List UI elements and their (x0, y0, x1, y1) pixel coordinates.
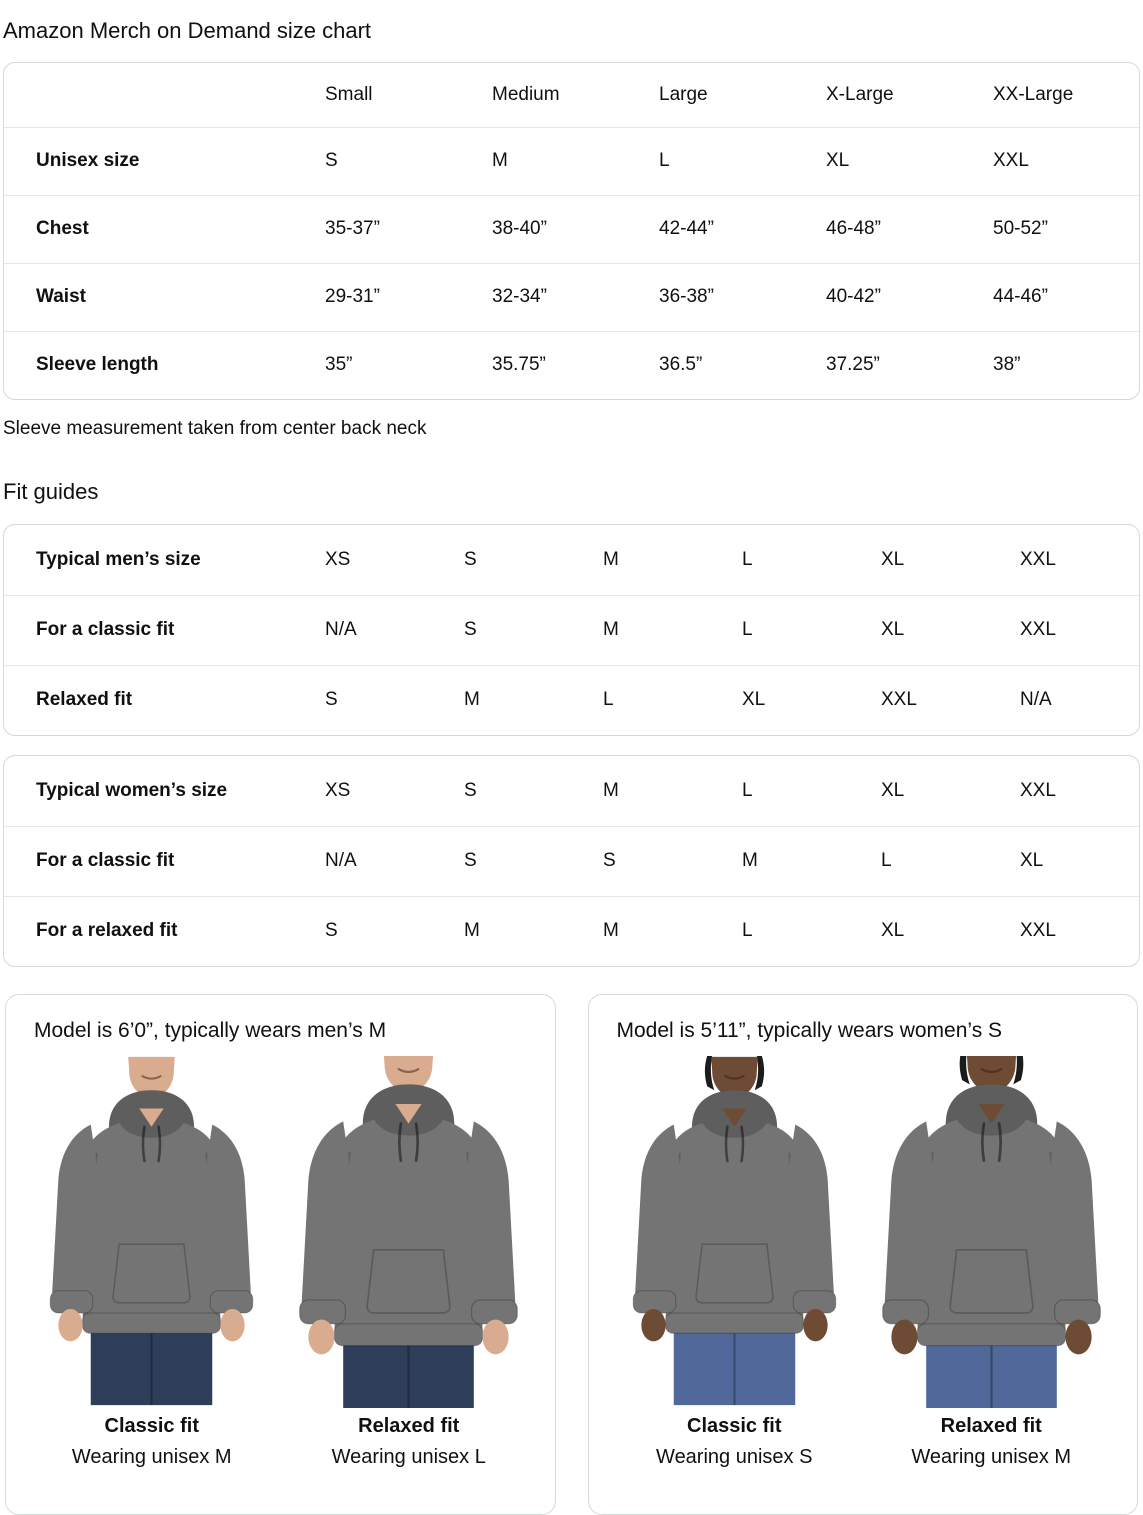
size-chart-table (3, 62, 1140, 400)
column-header-large: Large (659, 83, 708, 105)
table-cell: N/A (325, 619, 357, 641)
table-cell: XL (742, 689, 766, 711)
fit-label: Classic fit (687, 1414, 782, 1437)
male-relaxed-figure (287, 1056, 530, 1469)
wearing-label: Wearing unisex L (331, 1445, 486, 1468)
table-cell: M (492, 150, 508, 172)
table-cell: 50-52” (993, 218, 1048, 240)
mens-fit-table (3, 524, 1140, 736)
wearing-label: Wearing unisex S (656, 1445, 813, 1468)
table-row-unisex-size (4, 127, 1139, 195)
table-cell: S (603, 850, 616, 872)
table-cell: 42-44” (659, 218, 714, 240)
column-header-small: Small (325, 83, 373, 105)
table-cell: L (659, 150, 670, 172)
sleeve-note: Sleeve measurement taken from center back neck (3, 417, 427, 439)
table-row-womens-relaxed-fit (4, 896, 1139, 966)
table-cell: S (464, 779, 477, 801)
table-cell: M (603, 779, 619, 801)
table-cell: N/A (325, 850, 357, 872)
table-row-chest (4, 195, 1139, 263)
female-model-card (588, 994, 1139, 1515)
table-cell: XS (325, 779, 351, 801)
female-relaxed-figure (870, 1056, 1113, 1469)
table-cell: 37.25” (826, 354, 880, 376)
fit-label: Relaxed fit (358, 1414, 460, 1437)
female-model-relaxed-fit-photo (870, 1056, 1113, 1408)
table-cell: XL (881, 548, 905, 570)
fit-guides-heading: Fit guides (3, 478, 99, 504)
table-cell: XXL (1020, 779, 1056, 801)
wearing-label: Wearing unisex M (71, 1445, 232, 1468)
fit-label: Classic fit (104, 1414, 199, 1437)
table-cell: M (464, 920, 480, 942)
row-label: For a classic fit (36, 619, 175, 641)
table-cell: 36-38” (659, 286, 714, 308)
table-cell: S (464, 850, 477, 872)
size-chart-header-row (4, 63, 1139, 127)
table-cell: 38” (993, 354, 1021, 376)
fit-label: Relaxed fit (940, 1414, 1042, 1437)
table-cell: 35-37” (325, 218, 380, 240)
table-cell: S (325, 150, 338, 172)
male-model-classic-fit-photo (30, 1056, 273, 1408)
row-label: Waist (36, 286, 86, 308)
table-cell: 32-34” (492, 286, 547, 308)
table-cell: M (464, 689, 480, 711)
table-cell: M (603, 619, 619, 641)
table-cell: L (881, 850, 892, 872)
table-cell: S (325, 689, 338, 711)
table-cell: XL (881, 619, 905, 641)
row-label: For a relaxed fit (36, 920, 178, 942)
table-cell: M (603, 920, 619, 942)
table-cell: XL (1020, 850, 1044, 872)
table-row-sleeve-length (4, 331, 1139, 399)
table-cell: XXL (993, 150, 1029, 172)
table-cell: 35” (325, 354, 353, 376)
table-cell: M (742, 850, 758, 872)
row-label: Relaxed fit (36, 689, 133, 711)
table-row-typical-mens-size (4, 525, 1139, 595)
female-model-heading: Model is 5’11”, typically wears women’s S (616, 1018, 1003, 1042)
table-cell: 36.5” (659, 354, 703, 376)
table-cell: M (603, 548, 619, 570)
row-label: For a classic fit (36, 850, 175, 872)
female-classic-figure (613, 1056, 856, 1469)
table-row-womens-classic-fit (4, 826, 1139, 896)
row-label: Unisex size (36, 150, 140, 172)
table-cell: XXL (1020, 920, 1056, 942)
table-row-mens-classic-fit (4, 595, 1139, 665)
table-row-typical-womens-size (4, 756, 1139, 826)
table-cell: L (742, 619, 753, 641)
column-header-xx-large: XX-Large (993, 83, 1074, 105)
model-cards (2, 994, 1141, 1515)
table-row-waist (4, 263, 1139, 331)
table-cell: XXL (1020, 619, 1056, 641)
table-cell: XL (881, 779, 905, 801)
table-cell: L (742, 779, 753, 801)
table-cell: XL (826, 150, 850, 172)
page-title: Amazon Merch on Demand size chart (3, 17, 372, 43)
table-cell: 29-31” (325, 286, 380, 308)
column-header-medium: Medium (492, 83, 560, 105)
table-cell: XXL (1020, 548, 1056, 570)
wearing-label: Wearing unisex M (911, 1445, 1072, 1468)
table-cell: 44-46” (993, 286, 1048, 308)
womens-fit-table (3, 755, 1140, 967)
table-cell: S (325, 920, 338, 942)
male-model-card (5, 994, 556, 1515)
row-label: Sleeve length (36, 354, 159, 376)
column-header-x-large: X-Large (826, 83, 894, 105)
table-row-mens-relaxed-fit (4, 665, 1139, 735)
table-cell: S (464, 548, 477, 570)
male-model-relaxed-fit-photo (287, 1056, 530, 1408)
table-cell: 35.75” (492, 354, 546, 376)
table-cell: S (464, 619, 477, 641)
table-cell: L (742, 920, 753, 942)
female-model-classic-fit-photo (613, 1056, 856, 1408)
table-cell: XS (325, 548, 351, 570)
table-cell: 38-40” (492, 218, 547, 240)
male-classic-figure (30, 1056, 273, 1469)
table-cell: N/A (1020, 689, 1052, 711)
table-cell: XXL (881, 689, 917, 711)
table-cell: L (603, 689, 614, 711)
table-cell: 46-48” (826, 218, 881, 240)
table-cell: 40-42” (826, 286, 881, 308)
table-cell: L (742, 548, 753, 570)
table-cell: XL (881, 920, 905, 942)
row-label: Typical women’s size (36, 779, 228, 801)
row-label: Typical men’s size (36, 548, 201, 570)
male-model-heading: Model is 6’0”, typically wears men’s M (34, 1018, 387, 1042)
row-label: Chest (36, 218, 89, 240)
